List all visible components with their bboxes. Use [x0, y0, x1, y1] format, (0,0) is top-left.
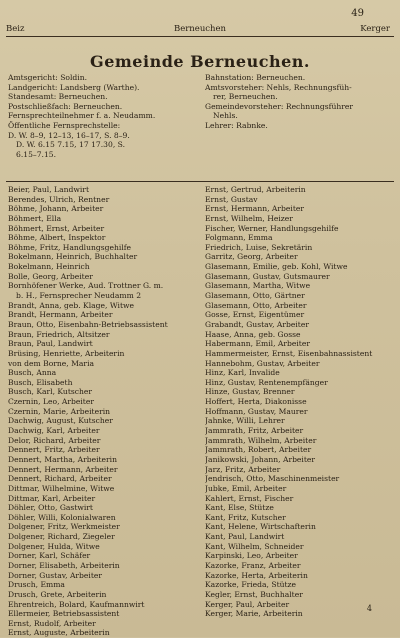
list-entry: Grabandt, Gustav, Arbeiter: [205, 319, 309, 329]
list-entry: Karpinski, Leo, Arbeiter: [205, 551, 298, 561]
list-entry: Kazorke, Franz, Arbeiter: [205, 560, 301, 570]
list-entry: Jubke, Emil, Arbeiter: [205, 483, 287, 493]
page-number: 49: [351, 8, 364, 19]
list-entry: Haase, Anna, geb. Gosse: [205, 329, 301, 339]
info-left-column: [8, 73, 194, 159]
list-entry: Jarz, Fritz, Arbeiter: [205, 464, 281, 474]
list-entry: Kant, Paul, Landwirt: [205, 532, 285, 542]
list-entry: Böhmert, Ella: [8, 213, 62, 223]
list-entry: Hoffert, Herta, Diakonisse: [205, 397, 307, 407]
list-entry: Jammrath, Robert, Arbeiter: [205, 445, 312, 455]
list-entry: Hammermeister, Ernst, Eisenbahnassistent: [205, 348, 373, 358]
list-entry: D. W. 8–9, 12–13, 16–17, S. 8–9.: [8, 130, 130, 140]
list-entry: Amtsvorsteher: Nehls, Rechnungsfüh-: [205, 82, 352, 92]
list-entry: Dittmar, Karl, Arbeiter: [8, 493, 96, 503]
list-entry: Busch, Karl, Kutscher: [8, 387, 93, 397]
list-entry: Dorner, Karl, Schäfer: [8, 551, 91, 561]
list-entry: Ernst, Wilhelm, Heizer: [205, 213, 293, 223]
list-entry: Brandt, Hermann, Arbeiter: [8, 310, 113, 320]
list-entry: Bahnstation: Berneuchen.: [205, 73, 306, 82]
list-entry: Böhme, Fritz, Handlungsgehilfe: [8, 242, 132, 252]
list-entry: Öffentliche Fernsprechstelle:: [8, 120, 121, 130]
list-entry: Dennert, Richard, Arbeiter: [8, 474, 112, 484]
list-entry: Berendes, Ulrich, Rentner: [8, 194, 110, 204]
page-title: Gemeinde Berneuchen.: [90, 52, 310, 71]
list-entry: Glasemann, Otto, Arbeiter: [205, 300, 307, 310]
list-entry: Czernin, Leo, Arbeiter: [8, 397, 94, 407]
list-entry: Döhler, Willi, Kolonialwaren: [8, 512, 116, 522]
list-entry: Glasemann, Gustav, Gutsmaurer: [205, 271, 330, 281]
list-entry: Böhme, Albert, Inspektor: [8, 233, 106, 243]
list-entry: Busch, Anna: [8, 368, 57, 378]
list-entry: Kerger, Marie, Arbeiterin: [205, 609, 303, 619]
list-entry: Landgericht: Landsberg (Warthe).: [8, 82, 140, 92]
list-entry: Folgmann, Emma: [205, 233, 273, 243]
list-entry: Glasemann, Emilie, geb. Kohl, Witwe: [205, 262, 348, 272]
list-entry: Busch, Elisabeth: [8, 377, 73, 387]
list-entry: Glasemann, Otto, Gärtner: [205, 291, 305, 301]
list-entry: Dennert, Martha, Arbeiterin: [8, 454, 117, 464]
list-entry: Bolle, Georg, Arbeiter: [8, 271, 93, 281]
list-entry: Kegler, Ernst, Buchhalter: [205, 589, 303, 599]
list-entry: 6.15–7.15.: [16, 149, 57, 159]
list-entry: Glasemann, Martha, Witwe: [205, 281, 311, 291]
list-entry: Delor, Richard, Arbeiter: [8, 435, 101, 445]
list-entry: Kazorke, Herta, Arbeiterin: [205, 570, 308, 580]
list-entry: Braun, Otto, Eisenbahn-Betriebsassistent: [8, 319, 168, 329]
list-entry: rer, Berneuchen.: [213, 92, 278, 102]
list-entry: Friedrich, Luise, Sekretärin: [205, 242, 313, 252]
list-entry: Lehrer: Rabnke.: [205, 120, 268, 130]
list-entry: D. W. 6.15 7.15, 17 17.30, S.: [16, 140, 125, 150]
list-entry: Czernin, Marie, Arbeiterin: [8, 406, 111, 416]
list-entry: Kant, Helene, Wirtschafterin: [205, 522, 316, 532]
list-entry: Döhler, Otto, Gastwirt: [8, 503, 93, 513]
list-entry: Drusch, Grete, Arbeiterin: [8, 589, 107, 599]
list-entry: b. H., Fernsprecher Neudamm 2: [16, 291, 142, 301]
list-entry: Dennert, Hermann, Arbeiter: [8, 464, 118, 474]
list-entry: Dennert, Fritz, Arbeiter: [8, 445, 100, 455]
list-entry: Amtsgericht: Soldin.: [8, 73, 88, 82]
list-entry: Jendrisch, Otto, Maschinenmeister: [205, 474, 340, 484]
list-entry: Brandt, Anna, geb. Klage, Witwe: [8, 300, 134, 310]
list-entry: Bokelmann, Heinrich: [8, 262, 90, 272]
info-right-column: [205, 73, 395, 131]
running-head-right: Kerger: [360, 24, 390, 34]
list-entry: Garritz, Georg, Arbeiter: [205, 252, 298, 262]
list-entry: Ernst, Gertrud, Arbeiterin: [205, 185, 306, 194]
list-entry: Bokelmann, Heinrich, Buchhalter: [8, 252, 138, 262]
running-head-left: Beiz: [6, 24, 25, 34]
list-entry: Gemeindevorsteher: Rechnungsführer: [205, 101, 353, 111]
list-entry: Kahlert, Ernst, Fischer: [205, 493, 294, 503]
section-divider: [6, 181, 394, 182]
list-entry: Dachwig, August, Kutscher: [8, 416, 113, 426]
list-entry: Dolgener, Hulda, Witwe: [8, 541, 100, 551]
list-entry: Fernsprechteilnehmer f. a. Neudamm.: [8, 111, 156, 121]
running-head: [6, 24, 394, 37]
list-entry: Janikowski, Johann, Arbeiter: [205, 454, 316, 464]
list-entry: Kazorke, Frieda, Stütze: [205, 580, 297, 590]
list-entry: Kerger, Paul, Arbeiter: [205, 599, 290, 609]
list-entry: Hinze, Gustav, Brenner: [205, 387, 295, 397]
list-entry: Jammrath, Fritz, Arbeiter: [205, 426, 304, 436]
list-entry: Ernst, Auguste, Arbeiterin: [8, 628, 110, 638]
list-entry: Dorner, Gustav, Arbeiter: [8, 570, 103, 580]
list-entry: Kant, Wilhelm, Schneider: [205, 541, 304, 551]
list-entry: Hannebohm, Gustav, Arbeiter: [205, 358, 320, 368]
list-entry: Standesamt: Berneuchen.: [8, 92, 108, 102]
list-entry: Dolgener, Fritz, Werkmeister: [8, 522, 120, 532]
list-entry: Habermann, Emil, Arbeiter: [205, 339, 310, 349]
list-entry: Gosse, Ernst, Eigentümer: [205, 310, 305, 320]
running-head-center: Berneuchen: [173, 24, 227, 34]
list-entry: Nehls.: [213, 111, 238, 121]
list-entry: Jahnke, Willi, Lehrer: [205, 416, 285, 426]
list-entry: von dem Borne, Maria: [8, 358, 95, 368]
resident-list-right: [205, 185, 395, 619]
list-entry: Braun, Friedrich, Altsitzer: [8, 329, 110, 339]
list-entry: Dorner, Elisabeth, Arbeiterin: [8, 560, 120, 570]
list-entry: Ernst, Hermann, Arbeiter: [205, 204, 304, 214]
list-entry: Beier, Paul, Landwirt: [8, 185, 89, 194]
list-entry: Bornhöfener Werke, Aud. Trottner G. m.: [8, 281, 164, 291]
list-entry: Ellermeier, Betriebsassistent: [8, 609, 120, 619]
list-entry: Braun, Paul, Landwirt: [8, 339, 93, 349]
footer-number: 4: [366, 604, 372, 613]
list-entry: Ehrentreich, Bolard, Kaufmannwirt: [8, 599, 145, 609]
list-entry: Hoffmann, Gustav, Maurer: [205, 406, 308, 416]
list-entry: Böhmert, Ernst, Arbeiter: [8, 223, 105, 233]
list-entry: Ernst, Gustav: [205, 194, 258, 204]
list-entry: Drusch, Emma: [8, 580, 65, 590]
list-entry: Kant, Fritz, Kutscher: [205, 512, 286, 522]
list-entry: Ernst, Rudolf, Arbeiter: [8, 618, 96, 628]
list-entry: Dittmar, Wilhelmine, Witwe: [8, 483, 115, 493]
list-entry: Fischer, Werner, Handlungsgehilfe: [205, 223, 339, 233]
list-entry: Dachwig, Karl, Arbeiter: [8, 426, 100, 436]
list-entry: Jammrath, Wilhelm, Arbeiter: [205, 435, 317, 445]
resident-list-left: [8, 185, 198, 638]
list-entry: Kant, Else, Stütze: [205, 503, 274, 513]
list-entry: Hinz, Karl, Invalide: [205, 368, 280, 378]
list-entry: Böhme, Johann, Arbeiter: [8, 204, 104, 214]
list-entry: Dolgener, Richard, Ziegeler: [8, 532, 115, 542]
list-entry: Hinz, Gustav, Rentenempfänger: [205, 377, 328, 387]
list-entry: Brüsing, Henriette, Arbeiterin: [8, 348, 125, 358]
list-entry: Postschließfach: Berneuchen.: [8, 101, 123, 111]
